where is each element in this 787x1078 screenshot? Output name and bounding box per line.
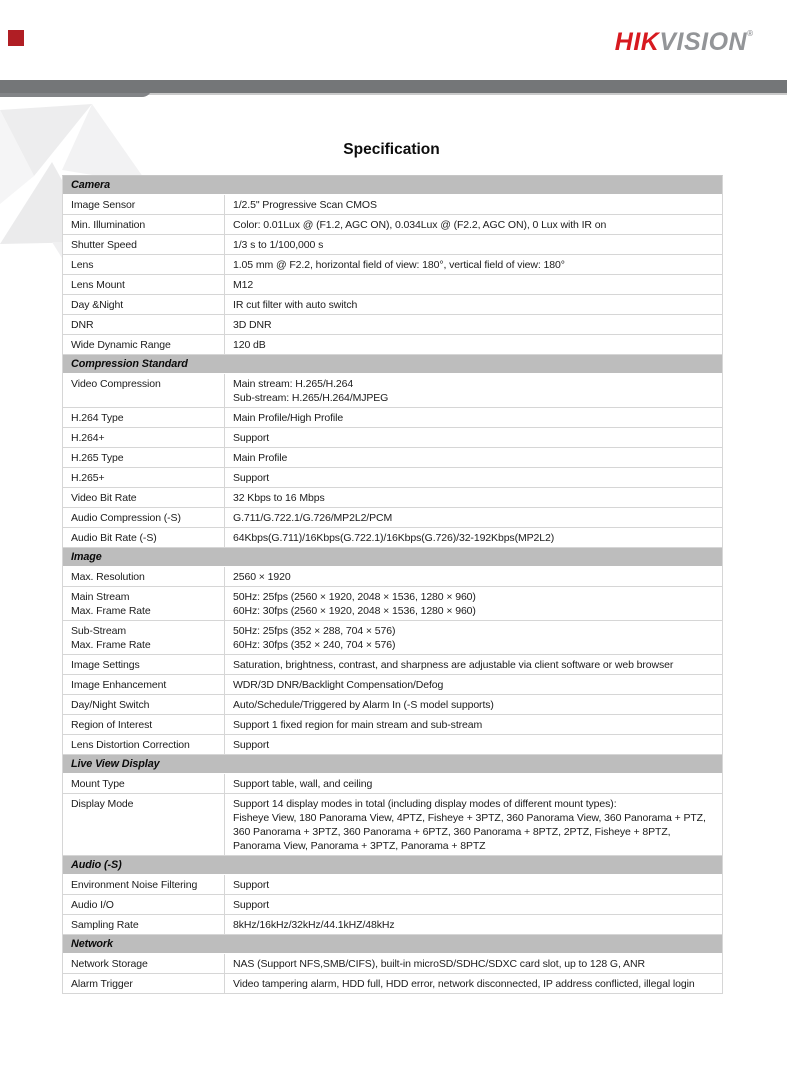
table-row <box>63 875 722 895</box>
table-row <box>63 195 722 215</box>
spec-label-line: Region of Interest <box>71 718 153 731</box>
table-row <box>63 448 722 468</box>
spec-value-line: Support <box>233 471 270 484</box>
spec-label <box>63 587 225 620</box>
spec-value-line: 50Hz: 25fps (352 × 288, 704 × 576) <box>233 624 396 637</box>
spec-value-line: WDR/3D DNR/Backlight Compensation/Defog <box>233 678 444 691</box>
table-row <box>63 315 722 335</box>
spec-label <box>63 468 225 487</box>
spec-value-line: Support 14 display modes in total (including display modes of different mount types): <box>233 797 617 810</box>
table-row <box>63 235 722 255</box>
spec-value-line: Color: 0.01Lux @ (F1.2, AGC ON), 0.034Lux @ (F2.2, AGC ON), 0 Lux with IR on <box>233 218 607 231</box>
spec-label-line: Wide Dynamic Range <box>71 338 171 351</box>
spec-label-line: Image Enhancement <box>71 678 167 691</box>
spec-label <box>63 374 225 407</box>
spec-label-line: Sub-Stream <box>71 624 127 637</box>
spec-label-line: Max. Frame Rate <box>71 604 151 617</box>
spec-value <box>225 315 722 334</box>
spec-value-line: Auto/Schedule/Triggered by Alarm In (-S model supports) <box>233 698 494 711</box>
table-row <box>63 895 722 915</box>
section-title: Camera <box>71 179 111 191</box>
spec-value <box>225 655 722 674</box>
section-header <box>63 755 722 774</box>
spec-value-line: 2560 × 1920 <box>233 570 291 583</box>
table-row <box>63 794 722 856</box>
spec-value-line: 60Hz: 30fps (2560 × 1920, 2048 × 1536, 1280 × 960) <box>233 604 476 617</box>
spec-label <box>63 655 225 674</box>
spec-value-line: Fisheye View, 180 Panorama View, 4PTZ, Fisheye + 3PTZ, 360 Panorama View, 360 Panorama + PTZ, 360 Panorama + 3PTZ, 360 Panorama + 6PTZ, 360 Panorama + 8PTZ, 2PTZ, Fisheye + 8PTZ, Panorama View, Panorama + 3PTZ, Panorama + 8PTZ <box>233 811 706 852</box>
table-row <box>63 374 722 408</box>
spec-label-line: DNR <box>71 318 94 331</box>
spec-value <box>225 374 722 407</box>
spec-label <box>63 295 225 314</box>
table-row <box>63 295 722 315</box>
spec-value-line: G.711/G.722.1/G.726/MP2L2/PCM <box>233 511 393 524</box>
section-title: Image <box>71 551 102 563</box>
spec-label <box>63 895 225 914</box>
spec-value-line: 50Hz: 25fps (2560 × 1920, 2048 × 1536, 1280 × 960) <box>233 590 476 603</box>
spec-label-line: Alarm Trigger <box>71 977 133 990</box>
spec-value <box>225 528 722 547</box>
spec-label <box>63 508 225 527</box>
spec-value-line: M12 <box>233 278 254 291</box>
spec-value <box>225 675 722 694</box>
section-title: Live View Display <box>71 758 160 770</box>
spec-value <box>225 335 722 354</box>
spec-label-line: Environment Noise Filtering <box>71 878 198 891</box>
spec-label <box>63 488 225 507</box>
spec-label-line: Lens <box>71 258 94 271</box>
spec-value <box>225 488 722 507</box>
spec-label <box>63 735 225 754</box>
spec-label <box>63 315 225 334</box>
section-title: Network <box>71 938 113 950</box>
spec-value-line: NAS (Support NFS,SMB/CIFS), built-in microSD/SDHC/SDXC card slot, up to 128 G, ANR <box>233 957 645 970</box>
click-marker <box>8 30 24 46</box>
spec-label-line: Network Storage <box>71 957 148 970</box>
table-row <box>63 695 722 715</box>
spec-value-line: 3D DNR <box>233 318 272 331</box>
spec-label <box>63 715 225 734</box>
table-row <box>63 655 722 675</box>
spec-label <box>63 567 225 586</box>
table-row <box>63 567 722 587</box>
spec-label-line: Mount Type <box>71 777 125 790</box>
spec-label-line: Lens Mount <box>71 278 125 291</box>
table-row <box>63 215 722 235</box>
spec-label-line: Shutter Speed <box>71 238 137 251</box>
spec-value-line: Main Profile/High Profile <box>233 411 344 424</box>
spec-value <box>225 915 722 934</box>
table-row <box>63 408 722 428</box>
spec-value <box>225 895 722 914</box>
section-header <box>63 176 722 195</box>
spec-value <box>225 974 722 993</box>
spec-label-line: Video Bit Rate <box>71 491 137 504</box>
section-header <box>63 548 722 567</box>
spec-label <box>63 954 225 973</box>
spec-label-line: Max. Resolution <box>71 570 145 583</box>
spec-value-line: IR cut filter with auto switch <box>233 298 358 311</box>
spec-label-line: Day &Night <box>71 298 124 311</box>
section-header <box>63 935 722 954</box>
spec-label-line: Min. Illumination <box>71 218 146 231</box>
spec-label <box>63 215 225 234</box>
spec-label-line: Video Compression <box>71 377 161 390</box>
spec-value <box>225 255 722 274</box>
spec-value <box>225 448 722 467</box>
page-title: Specification <box>343 141 440 158</box>
spec-value <box>225 215 722 234</box>
spec-value-line: 1/2.5" Progressive Scan CMOS <box>233 198 377 211</box>
spec-value <box>225 621 722 654</box>
table-row <box>63 428 722 448</box>
spec-label <box>63 974 225 993</box>
spec-value-line: 64Kbps(G.711)/16Kbps(G.722.1)/16Kbps(G.726)/32-192Kbps(MP2L2) <box>233 531 555 544</box>
spec-value-line: 1.05 mm @ F2.2, horizontal field of view: 180°, vertical field of view: 180° <box>233 258 565 271</box>
spec-label <box>63 875 225 894</box>
spec-label <box>63 428 225 447</box>
spec-label-line: Audio Bit Rate (-S) <box>71 531 157 544</box>
spec-value <box>225 794 722 855</box>
table-row <box>63 774 722 794</box>
spec-value <box>225 587 722 620</box>
table-row <box>63 468 722 488</box>
spec-label-line: Display Mode <box>71 797 134 810</box>
spec-value-line: Support <box>233 898 270 911</box>
spec-label-line: Sampling Rate <box>71 918 139 931</box>
spec-value <box>225 235 722 254</box>
section-header <box>63 856 722 875</box>
table-row <box>63 954 722 974</box>
spec-value <box>225 715 722 734</box>
spec-value <box>225 954 722 973</box>
spec-label <box>63 255 225 274</box>
spec-label-line: Day/Night Switch <box>71 698 150 711</box>
spec-value <box>225 468 722 487</box>
spec-value-line: 32 Kbps to 16 Mbps <box>233 491 325 504</box>
spec-table <box>62 175 723 994</box>
table-row <box>63 974 722 994</box>
spec-label-line: Audio Compression (-S) <box>71 511 181 524</box>
spec-label <box>63 915 225 934</box>
spec-value-line: 1/3 s to 1/100,000 s <box>233 238 324 251</box>
table-row <box>63 488 722 508</box>
spec-value <box>225 735 722 754</box>
spec-value <box>225 875 722 894</box>
spec-label <box>63 235 225 254</box>
spec-value <box>225 195 722 214</box>
table-row <box>63 275 722 295</box>
spec-label <box>63 675 225 694</box>
spec-value <box>225 774 722 793</box>
spec-value <box>225 695 722 714</box>
section-title: Audio (-S) <box>71 859 122 871</box>
table-row <box>63 528 722 548</box>
table-row <box>63 735 722 755</box>
content-area <box>62 141 721 994</box>
spec-value-line: Support <box>233 431 270 444</box>
spec-value-line: Main Profile <box>233 451 288 464</box>
hikvision-logo <box>615 28 753 57</box>
spec-value-line: Support 1 fixed region for main stream and sub-stream <box>233 718 483 731</box>
logo-vision: VISION <box>659 28 748 56</box>
spec-value <box>225 428 722 447</box>
table-row <box>63 587 722 621</box>
spec-label <box>63 621 225 654</box>
spec-label <box>63 195 225 214</box>
table-row <box>63 621 722 655</box>
table-row <box>63 915 722 935</box>
spec-value <box>225 295 722 314</box>
spec-value-line: Saturation, brightness, contrast, and sharpness are adjustable via client software or web browser <box>233 658 674 671</box>
spec-value-line: Main stream: H.265/H.264 <box>233 377 354 390</box>
spec-label-line: H.265 Type <box>71 451 124 464</box>
spec-label <box>63 448 225 467</box>
section-title: Compression Standard <box>71 358 188 370</box>
spec-label <box>63 695 225 714</box>
spec-value <box>225 567 722 586</box>
spec-value-line: Support <box>233 738 270 751</box>
spec-label <box>63 408 225 427</box>
spec-label <box>63 528 225 547</box>
logo-registered-icon: ® <box>747 29 753 38</box>
table-row <box>63 335 722 355</box>
spec-label-line: Main Stream <box>71 590 130 603</box>
spec-label <box>63 335 225 354</box>
spec-value-line: Support <box>233 878 270 891</box>
spec-label-line: H.264 Type <box>71 411 124 424</box>
spec-label-line: Image Settings <box>71 658 140 671</box>
spec-value <box>225 408 722 427</box>
spec-label-line: Lens Distortion Correction <box>71 738 190 751</box>
logo-hik: HIK <box>614 28 660 56</box>
spec-label <box>63 794 225 855</box>
spec-label-line: Image Sensor <box>71 198 136 211</box>
spec-label <box>63 275 225 294</box>
spec-value-line: 8kHz/16kHz/32kHz/44.1kHZ/48kHz <box>233 918 395 931</box>
table-row <box>63 508 722 528</box>
spec-value-line: 120 dB <box>233 338 266 351</box>
table-row <box>63 255 722 275</box>
spec-value-line: Sub-stream: H.265/H.264/MJPEG <box>233 391 389 404</box>
spec-value <box>225 508 722 527</box>
spec-label-line: Max. Frame Rate <box>71 638 151 651</box>
spec-value-line: Video tampering alarm, HDD full, HDD error, network disconnected, IP address conflicted, illegal login <box>233 977 695 990</box>
spec-label-line: H.264+ <box>71 431 105 444</box>
table-row <box>63 715 722 735</box>
table-row <box>63 675 722 695</box>
spec-label-line: Audio I/O <box>71 898 114 911</box>
spec-label <box>63 774 225 793</box>
section-header <box>63 355 722 374</box>
spec-label-line: H.265+ <box>71 471 105 484</box>
spec-value-line: 60Hz: 30fps (352 × 240, 704 × 576) <box>233 638 396 651</box>
spec-value <box>225 275 722 294</box>
spec-value-line: Support table, wall, and ceiling <box>233 777 373 790</box>
